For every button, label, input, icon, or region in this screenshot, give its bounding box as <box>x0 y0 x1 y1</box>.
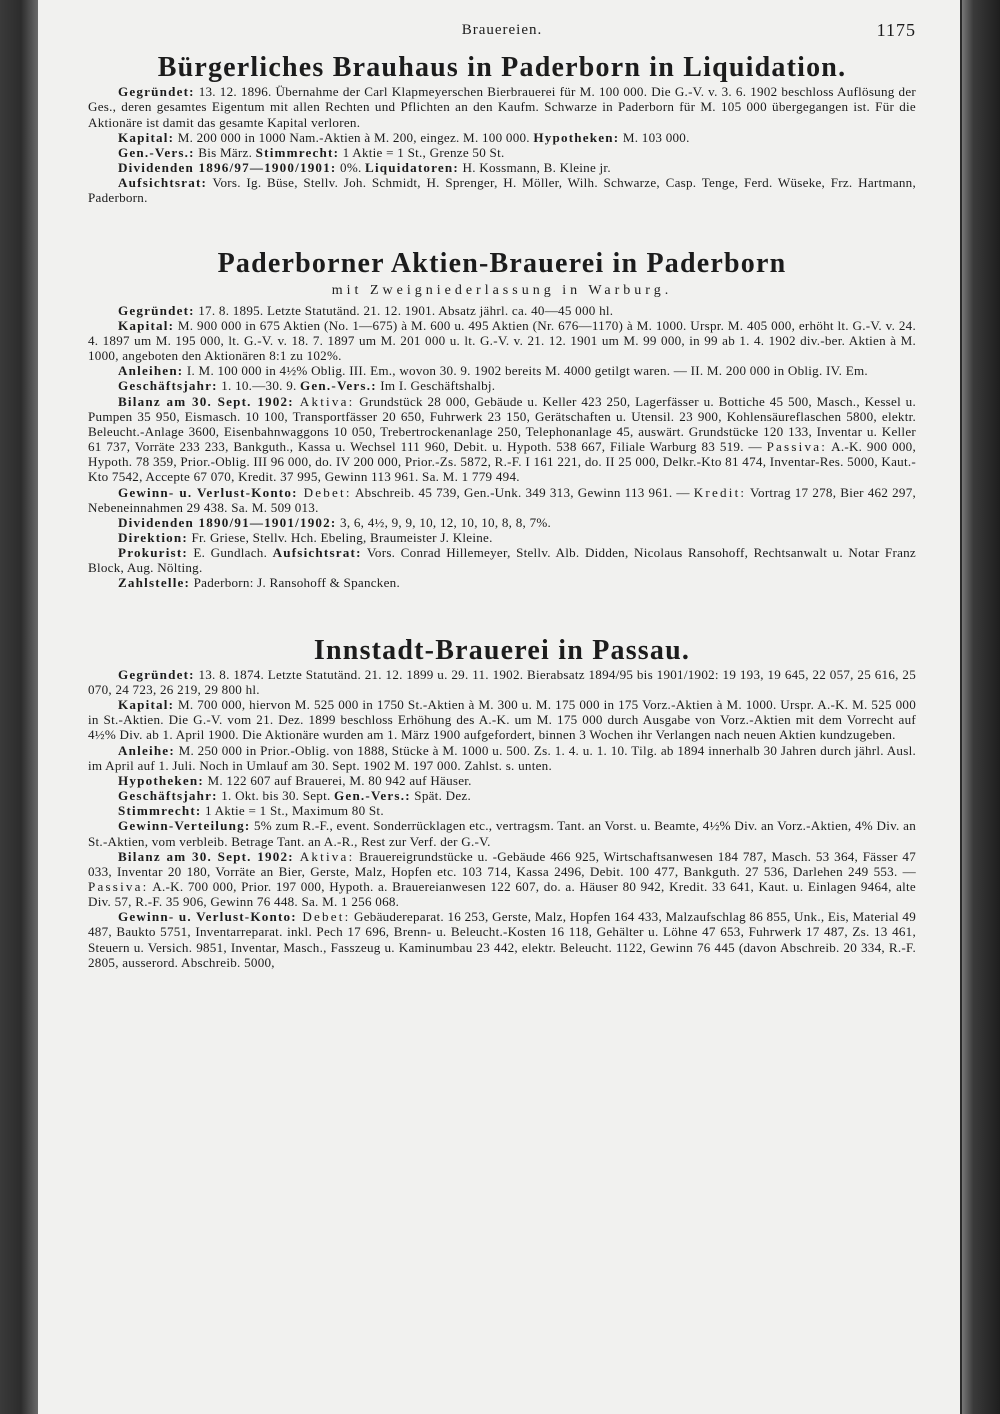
field-label: Bilanz am 30. Sept. 1902: <box>118 848 294 864</box>
entry-paragraph <box>88 909 916 970</box>
field-text: M. 700 000, hiervon M. 525 000 in 1750 St.-Aktien à M. 300 u. M. 175 000 in 175 Vorz.-Aktien à M. 1000. Urspr. A.-K. M. 525 000 in St.-Aktien. Die G.-V. vom 21. Dez. 1899 beschloss Erhöhung des A.-K. um M. 175 000 durch Ausgabe von Vorz.-Aktien mit dem Vorrecht auf 4½% Div. ab 1. April 1900. Die Aktionäre wurden am 1. März 1900 aufgefordert, binnen 3 Wochen ihr Verlangen nach neuen Aktien kundzugeben. <box>88 697 916 743</box>
field-label: Gen.-Vers.: <box>118 144 195 160</box>
page-content <box>88 18 916 970</box>
field-text: Gebäudereparat. 16 253, Gerste, Malz, Hopfen 164 433, Malzaufschlag 86 855, Unk., Eis, Material 49 487, Baukto 5751, Inventarreparat. inkl. Pech 17 696, Brenn- u. Beleucht.-Kosten 16 118, Gehälter u. Löhne 47 653, Fuhrwerk 17 487, Zs. 13 461, Steuern u. Versich. 9851, Inventar, Masch., Fasszeug u. Kaminumbau 23 442, elektr. Beleucht. 1122, Gewinn 76 445 (davon Abschreib. 20 334, R.-F. 2805, ausserord. Abschreib. 5000, <box>88 909 916 970</box>
field-label: Dividenden 1890/91—1901/1902: <box>118 514 337 530</box>
section-title: Paderborner Aktien-Brauerei in Paderborn <box>217 248 787 280</box>
field-label: Geschäftsjahr: <box>118 788 218 804</box>
field-label: Zahlstelle: <box>118 575 191 591</box>
field-text: I. M. 100 000 in 4½% Oblig. III. Em., wovon 30. 9. 1902 bereits M. 4000 getilgt waren. — II. M. 200 000 in Oblig. IV. Em. <box>183 363 868 379</box>
field-label: Gewinn- u. Verlust-Konto: <box>118 484 298 500</box>
entry-paragraph <box>88 575 916 590</box>
spaced-label: Aktiva: <box>293 848 355 864</box>
field-text: 1 Aktie = 1 St., Grenze 50 St. <box>339 144 505 160</box>
field-text: M. 900 000 in 675 Aktien (No. 1—675) à M. 600 u. 495 Aktien (Nr. 676—1170) à M. 1000. Urspr. M. 405 000, erhöht lt. G.-V. v. 24. 4. 1897 um M. 195 000, lt. G.-V. v. 18. 7. 1897 um M. 201 000 u. lt. G.-V. v. 21. 12. 1901 um M. 99 000, in 99 ab 1. 4. 1902 div.-ber. Aktien à M. 1000, angeboten den Aktionären 8:1 zu 102%. <box>88 317 916 364</box>
field-text: Abschreib. 45 739, Gen.-Unk. 349 313, Gewinn 113 961. — <box>351 484 694 500</box>
field-text: 1. 10.—30. 9. <box>217 378 301 394</box>
field-text: Brauereigrundstücke u. -Gebäude 466 925, Wirtschaftsanwesen 184 787, Masch. 53 364, Fässer 47 033, Inventar 20 180, Vorräte an Bier, Gerste, Malz, Hopfen etc. 103 714, Kassa 2496, Debit. 100 477, Bankguth. 27 536, Darlehen 249 553. — <box>88 848 916 879</box>
field-text: 13. 12. 1896. Übernahme der Carl Klapmeyerschen Bierbrauerei für M. 100 000. Die G.-V. v. 3. 6. 1902 beschloss Auflösung der Ges., deren gesamtes Eigentum mit allen Rechten und Pflichten an den Kaufm. Schwarze in Paderborn für M. 105 000 übergegangen ist. Für die Aktionäre ist damit das gesamte Kapital verloren. <box>88 84 916 130</box>
entry-paragraph <box>88 145 916 160</box>
section-title: Bürgerliches Brauhaus in Paderborn in Liquidation. <box>157 52 847 83</box>
field-text: 1 Aktie = 1 St., Maximum 80 St. <box>201 803 384 819</box>
field-label: Kapital: <box>118 129 175 145</box>
field-label: Stimmrecht: <box>118 803 202 819</box>
entry-paragraph <box>88 485 916 515</box>
entry-paragraph <box>88 803 916 818</box>
field-label: Kapital: <box>118 317 175 333</box>
field-label: Liquidatoren: <box>365 159 459 175</box>
field-label: Anleihe: <box>118 742 175 758</box>
entry-paragraph <box>88 773 916 788</box>
field-text: 1. Okt. bis 30. Sept. <box>217 788 335 804</box>
field-text: Paderborn: J. Ransohoff & Spancken. <box>190 575 400 591</box>
page <box>38 0 960 1414</box>
field-label: Hypotheken: <box>533 129 620 145</box>
spaced-label: Passiva: <box>88 878 149 894</box>
field-text: A.-K. 700 000, Prior. 197 000, Hypoth. a. Brauereianwesen 122 607, do. a. Häuser 80 942, Kredit. 33 641, Kaut. u. Einlagen 9464, alte Div. 57, R.-F. 35 906, Gewinn 76 448. Sa. M. 1 256 068. <box>88 878 916 910</box>
spaced-label: Aktiva: <box>293 393 355 409</box>
section-innstadt-brauerei <box>88 635 916 970</box>
entry-paragraph <box>88 175 916 205</box>
field-label: Anleihen: <box>118 363 184 379</box>
field-text: M. 250 000 in Prior.-Oblig. von 1888, Stücke à M. 1000 u. 500. Zs. 1. 4. u. 1. 10. Tilg. ab 1894 innerhalb 30 Jahren durch jährl. Ausl. im April auf 1. Juli. Noch in Umlauf am 30. Sept. 1902 M. 197 000. Zahlst. s. unten. <box>88 742 916 773</box>
field-label: Bilanz am 30. Sept. 1902: <box>118 393 294 409</box>
field-text: 17. 8. 1895. Letzte Statutänd. 21. 12. 1901. Absatz jährl. ca. 40—45 000 hl. <box>194 302 614 318</box>
field-text: Vortrag 17 278, Bier 462 297, Nebeneinnahmen 29 438. Sa. M. 509 013. <box>88 484 917 515</box>
field-label: Gewinn-Verteilung: <box>118 818 251 834</box>
field-label: Hypotheken: <box>118 772 204 788</box>
field-label: Gen.-Vers.: <box>334 788 411 804</box>
field-label: Geschäftsjahr: <box>118 378 218 394</box>
field-text: 13. 8. 1874. Letzte Statutänd. 21. 12. 1899 u. 29. 11. 1902. Bierabsatz 1894/95 bis 1901/1902: 19 193, 19 645, 22 057, 25 616, 25 070, 24 723, 26 219, 29 800 hl. <box>88 666 916 697</box>
spaced-label: Kredit: <box>693 484 747 500</box>
entry-paragraph <box>88 743 916 773</box>
section-subtitle: mit Zweigniederlassung in Warburg. <box>331 282 673 298</box>
field-label: Dividenden 1896/97—1900/1901: <box>118 159 337 175</box>
entry-paragraph <box>88 818 916 848</box>
page-number: 1175 <box>876 20 916 40</box>
field-text: E. Gundlach. <box>187 545 273 561</box>
field-text: Fr. Griese, Stellv. Hch. Ebeling, Braumeister J. Kleine. <box>187 529 493 545</box>
field-text: A.-K. 900 000, Hypoth. 78 359, Prior.-Oblig. III 96 000, do. IV 200 000, Prior.-Zs. 5872, R.-F. I 161 221, do. II 25 000, Delkr.-Kto 81 474, Inventar-Res. 5000, Kaut.-Kto 7542, Accepte 67 070, Kredit. 37 995, Gewinn 113 961. Sa. M. 1 779 494. <box>88 439 916 485</box>
field-label: Aufsichtsrat: <box>118 175 208 191</box>
field-text: Grundstück 28 000, Gebäude u. Keller 423 250, Lagerfässer u. Bottiche 45 500, Masch., Kessel u. Pumpen 35 950, Eismasch. 10 100, Transportfässer 20 650, Fuhrwerk 23 150, Gerätschaften u. Utensil. 23 900, Kohlensäureflaschen 5800, elektr. Beleucht.-Anlage 3600, Eisenbahnwaggons 10 050, Trebertrockenanlage 250, Telephonanlage 45, auswärt. Grundstücke 120 133, Inventar u. Keller 61 737, Vorräte 233 233, Bankguth., Kassa u. Wechsel 111 960, Debit. u. Hypoth. 538 667, Filiale Warburg 83 519. — <box>88 393 917 455</box>
field-label: Aufsichtsrat: <box>272 545 362 561</box>
scan-edge-left <box>0 0 38 1414</box>
entry-paragraph <box>88 363 916 378</box>
section-paderborner-aktien-brauerei <box>88 248 916 590</box>
section-buergerliches-brauhaus <box>88 52 916 205</box>
field-text: 5% zum R.-F., event. Sonderrücklagen etc., vertragsm. Tant. an Vorst. u. Beamte, 4½% Div. an Vorz.-Aktien, 4% Div. an St.-Aktien, vom verbleib. Betrage Tant. an A.-R., Rest zur Verf. der G.-V. <box>88 818 916 849</box>
field-label: Kapital: <box>118 697 175 713</box>
section-title: Innstadt-Brauerei in Passau. <box>313 634 691 666</box>
entry-paragraph <box>88 303 916 318</box>
entry-paragraph <box>88 697 916 742</box>
field-label: Gen.-Vers.: <box>300 378 377 394</box>
entry-paragraph <box>88 849 916 910</box>
entry-paragraph <box>88 130 916 145</box>
page-header <box>88 18 916 52</box>
entry-paragraph <box>88 515 916 530</box>
section-body <box>88 667 916 970</box>
spaced-label: Debet: <box>297 484 352 500</box>
field-text: M. 103 000. <box>619 129 690 145</box>
entry-paragraph <box>88 545 916 575</box>
field-text: Vors. Ig. Büse, Stellv. Joh. Schmidt, H. Sprenger, H. Möller, Wilh. Schwarze, Casp. Tenge, Ferd. Wüseke, Frz. Hartmann, Paderborn. <box>88 175 916 206</box>
field-text: M. 122 607 auf Brauerei, M. 80 942 auf Häuser. <box>203 772 472 788</box>
section-body <box>88 84 916 205</box>
field-label: Gegründet: <box>118 666 195 682</box>
entry-paragraph <box>88 788 916 803</box>
field-label: Gewinn- u. Verlust-Konto: <box>118 909 297 925</box>
field-text: 3, 6, 4½, 9, 9, 10, 12, 10, 10, 8, 8, 7%. <box>336 514 552 530</box>
field-label: Direktion: <box>118 529 188 545</box>
entry-paragraph <box>88 378 916 393</box>
field-text: Vors. Conrad Hillemeyer, Stellv. Alb. Didden, Nicolaus Ransohoff, Rechtsanwalt u. Notar Franz Block, Aug. Nölting. <box>88 545 916 576</box>
field-text: M. 200 000 in 1000 Nam.-Aktien à M. 200, eingez. M. 100 000. <box>174 129 534 145</box>
scan-edge-right <box>962 0 1000 1414</box>
entry-paragraph <box>88 667 916 697</box>
entry-paragraph <box>88 530 916 545</box>
field-text: 0%. <box>336 159 366 175</box>
field-text: H. Kossmann, B. Kleine jr. <box>458 159 611 175</box>
spaced-label: Debet: <box>296 909 351 925</box>
field-text: Spät. Dez. <box>410 788 471 804</box>
section-body <box>88 303 916 591</box>
entry-paragraph <box>88 318 916 363</box>
entry-paragraph <box>88 84 916 129</box>
field-text: Im I. Geschäftshalbj. <box>376 378 496 394</box>
field-text: Bis März. <box>194 144 256 160</box>
field-label: Stimmrecht: <box>255 144 340 160</box>
entry-paragraph <box>88 160 916 175</box>
field-label: Gegründet: <box>118 84 195 100</box>
spaced-label: Passiva: <box>766 439 828 455</box>
running-title: Brauereien. <box>461 22 543 38</box>
field-label: Gegründet: <box>118 302 195 318</box>
entry-paragraph <box>88 394 916 485</box>
field-label: Prokurist: <box>118 545 188 561</box>
